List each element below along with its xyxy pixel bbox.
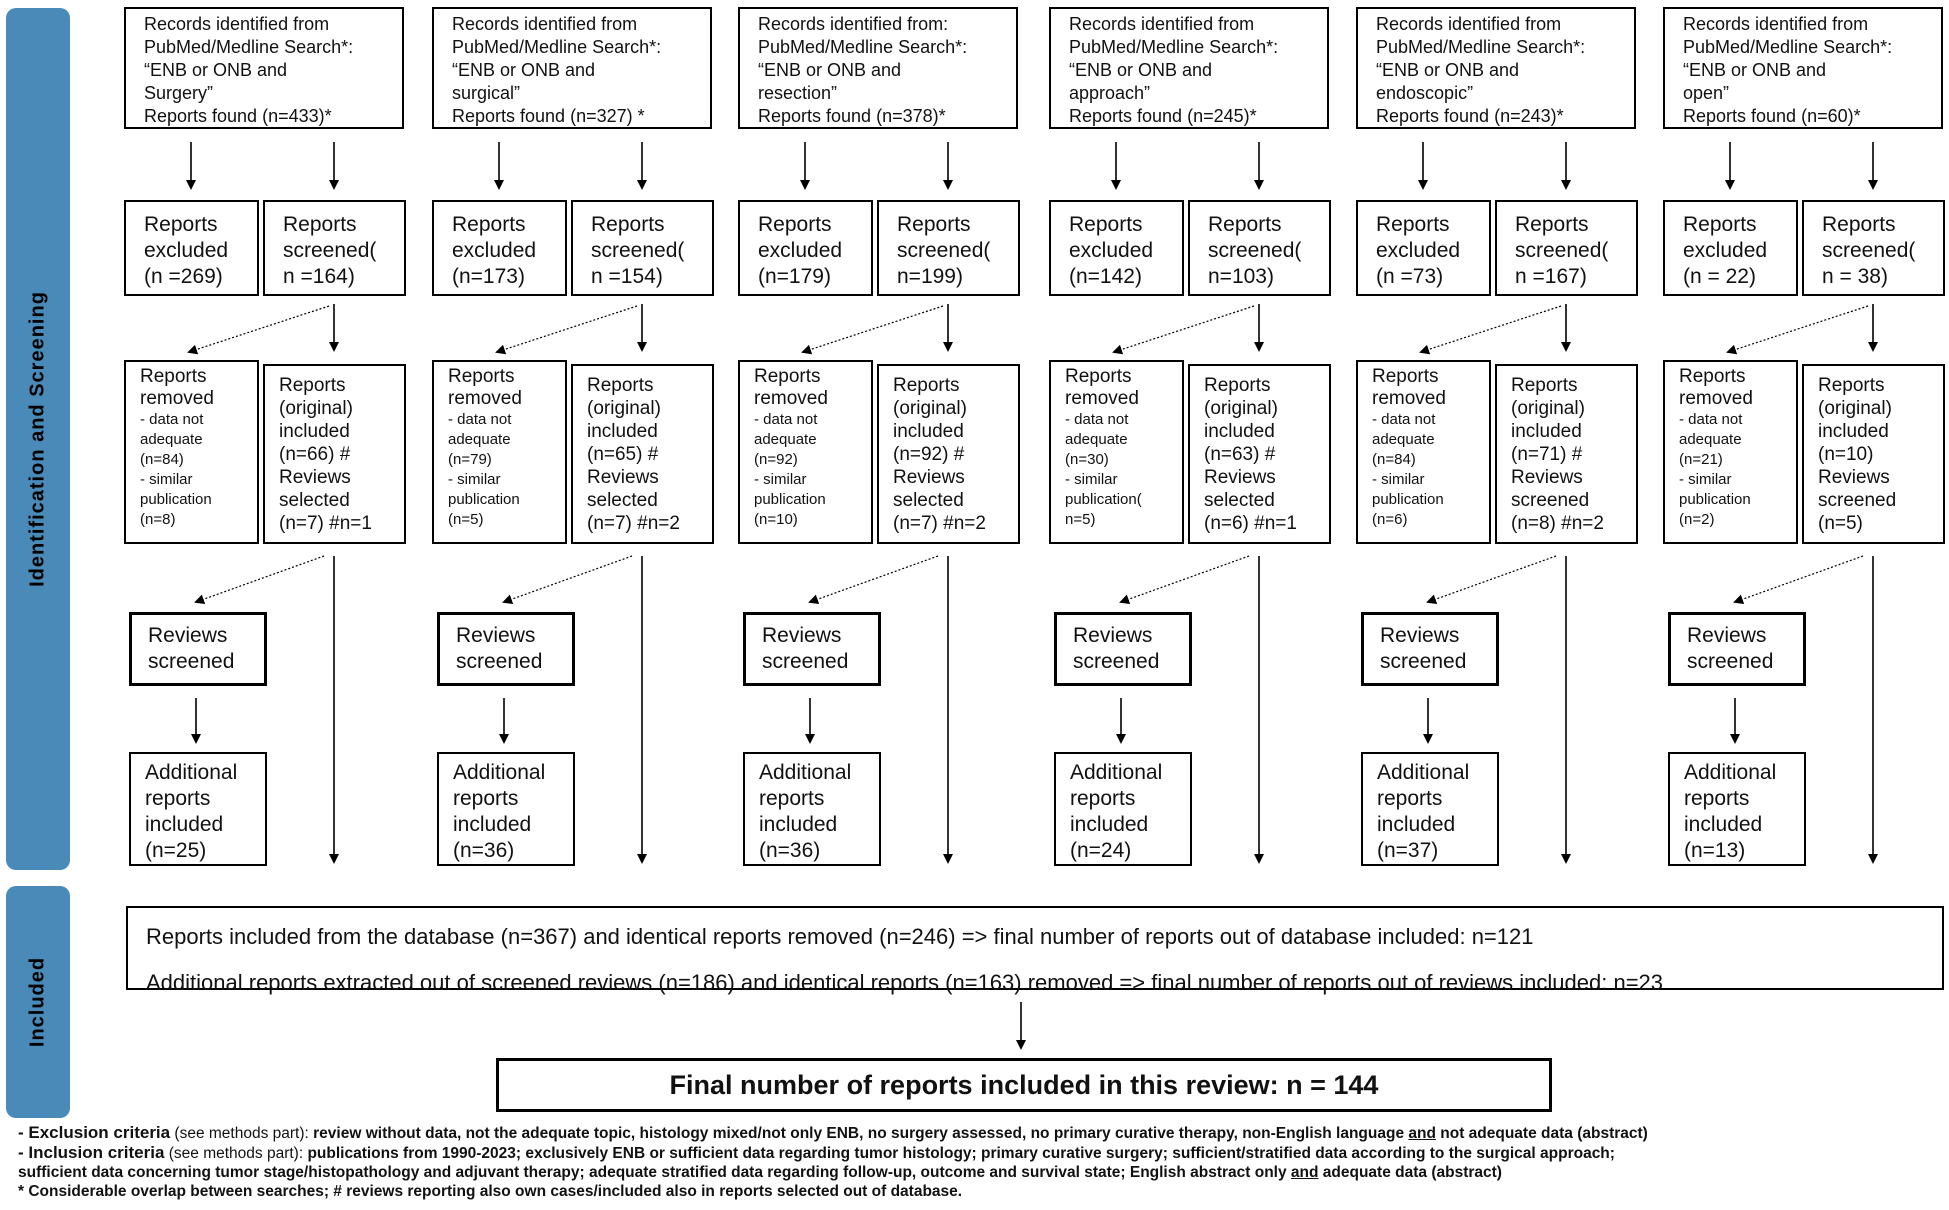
removed-detail-line: n=5) <box>1065 511 1096 528</box>
additional-reports-line: Additional <box>1684 761 1777 784</box>
excluded-line: (n=173) <box>452 265 525 288</box>
source-line: PubMed/Medline Search*: <box>452 37 662 57</box>
removed-title-line: Reports <box>1372 366 1439 387</box>
removed-detail-line: - similar <box>754 471 807 488</box>
arrow-to-reviews-screened <box>1121 556 1249 602</box>
excluded-line: Reports <box>452 213 526 236</box>
source-line: Records identified from: <box>758 14 949 34</box>
screened-line: n=199) <box>897 265 963 288</box>
excluded-line: excluded <box>1069 239 1154 262</box>
source-box <box>1356 7 1636 129</box>
screened-box <box>571 200 714 296</box>
screened-line: screened( <box>591 239 685 262</box>
screened-line: n = 38) <box>1822 265 1888 288</box>
source-line: Records identified from <box>1376 14 1562 34</box>
removed-detail-line: (n=84) <box>140 451 184 468</box>
exclusion-and: and <box>1408 1125 1436 1142</box>
removed-title-line: Reports <box>1065 366 1132 387</box>
removed-detail-line: (n=92) <box>754 451 798 468</box>
reviews-screened-box <box>743 612 881 686</box>
screened-box <box>1495 200 1638 296</box>
screened-line: screened( <box>897 239 991 262</box>
inclusion-criteria <box>18 1143 1938 1163</box>
removed-detail-line: - data not <box>140 411 204 428</box>
overlap-note: * Considerable overlap between searches; # reviews reporting also own cases/included also in reports selected out of database. <box>18 1183 963 1200</box>
included-line: Reports <box>1511 375 1578 396</box>
removed-detail-line: adequate <box>1372 431 1435 448</box>
inclusion-criteria-continued <box>18 1163 1938 1182</box>
removed-detail-line: adequate <box>754 431 817 448</box>
source-line: “ENB or ONB and <box>1069 60 1213 80</box>
included-line: Reports <box>279 375 346 396</box>
included-line: (n=7) #n=2 <box>893 513 986 534</box>
included-line: selected <box>893 490 964 511</box>
additional-reports-line: (n=25) <box>145 839 207 862</box>
excluded-box <box>738 200 873 296</box>
inclusion-end: adequate data (abstract) <box>1318 1164 1502 1181</box>
excluded-box <box>1356 200 1491 296</box>
removed-title-line: Reports <box>448 366 515 387</box>
source-line: “ENB or ONB and <box>144 60 288 80</box>
source-line: Reports found (n=245)* <box>1069 106 1257 126</box>
removed-detail-line: (n=84) <box>1372 451 1416 468</box>
exclusion-text: review without data, not the adequate topic, histology mixed/not only ENB, no surgery assessed, no primary curative therapy, non-English language <box>313 1125 1409 1142</box>
reviews-screened-box <box>1668 612 1806 686</box>
additional-reports-box <box>1361 752 1499 866</box>
excluded-line: (n=179) <box>758 265 831 288</box>
removed-detail-line: publication <box>1679 491 1751 508</box>
included-line: (n=63) # <box>1204 444 1276 465</box>
excluded-box <box>124 200 259 296</box>
source-line: “ENB or ONB and <box>1376 60 1520 80</box>
source-line: surgical” <box>452 83 521 103</box>
inclusion-note: (see methods part): <box>164 1145 308 1162</box>
removed-detail-line: publication <box>754 491 826 508</box>
arrow-to-removed <box>1421 306 1561 352</box>
included-line: screened <box>1818 490 1897 511</box>
removed-box <box>1663 360 1798 544</box>
source-line: PubMed/Medline Search*: <box>144 37 354 57</box>
screened-line: Reports <box>1822 213 1896 236</box>
source-line: Reports found (n=60)* <box>1683 106 1861 126</box>
removed-detail-line: adequate <box>448 431 511 448</box>
source-line: endoscopic” <box>1376 83 1474 103</box>
included-line: Reports <box>587 375 654 396</box>
source-line: open” <box>1683 83 1730 103</box>
removed-detail-line: (n=6) <box>1372 511 1408 528</box>
screened-line: Reports <box>1515 213 1589 236</box>
removed-detail-line: (n=2) <box>1679 511 1715 528</box>
reviews-screened-line: screened <box>1073 650 1160 673</box>
removed-detail-line: publication <box>140 491 212 508</box>
inclusion-text-2: sufficient data concerning tumor stage/histopathology and adjuvant therapy; adequate stratified data regarding follow-up, outcome and survival state; English abstract only <box>18 1164 1291 1181</box>
arrow-to-removed <box>1728 306 1868 352</box>
additional-reports-line: included <box>1377 813 1456 836</box>
source-box <box>1663 7 1943 129</box>
included-line: included <box>1204 421 1275 442</box>
removed-box <box>124 360 259 544</box>
excluded-line: Reports <box>758 213 832 236</box>
removed-title-line: removed <box>448 388 522 409</box>
removed-detail-line: - similar <box>1679 471 1732 488</box>
source-box <box>124 7 404 129</box>
excluded-line: (n =73) <box>1376 265 1444 288</box>
source-line: Surgery” <box>144 83 214 103</box>
screened-box <box>1802 200 1945 296</box>
additional-reports-box <box>437 752 575 866</box>
source-line: PubMed/Medline Search*: <box>1069 37 1279 57</box>
included-line: Reviews <box>1511 467 1583 488</box>
included-line: Reports <box>893 375 960 396</box>
included-summary-box <box>126 906 1944 995</box>
removed-detail-line: publication( <box>1065 491 1142 508</box>
removed-detail-line: adequate <box>1065 431 1128 448</box>
source-line: PubMed/Medline Search*: <box>1376 37 1586 57</box>
source-box <box>1049 7 1329 129</box>
removed-detail-line: (n=21) <box>1679 451 1723 468</box>
inclusion-text: publications from 1990-2023; exclusively ENB or sufficient data regarding tumor histology; primary curative surgery; sufficient/stratified data according to the surgical approach; <box>307 1145 1615 1162</box>
arrow-to-removed <box>803 306 943 352</box>
included-box <box>1188 364 1331 544</box>
included-line: screened <box>1511 490 1590 511</box>
additional-reports-box <box>1054 752 1192 866</box>
reviews-screened-box <box>129 612 267 686</box>
included-line: (original) <box>1511 398 1585 419</box>
excluded-line: excluded <box>452 239 537 262</box>
screened-line: Reports <box>283 213 357 236</box>
removed-detail-line: (n=5) <box>448 511 484 528</box>
included-line: Reviews <box>279 467 351 488</box>
additional-reports-line: reports <box>1377 787 1443 810</box>
included-box <box>263 364 406 544</box>
excluded-line: Reports <box>1376 213 1450 236</box>
exclusion-label: - Exclusion criteria <box>18 1123 171 1142</box>
additional-reports-box <box>743 752 881 866</box>
included-line: (original) <box>587 398 661 419</box>
included-line: Reports <box>1204 375 1271 396</box>
included-section-label: Included <box>26 956 49 1048</box>
removed-detail-line: - data not <box>754 411 818 428</box>
included-line: (n=92) # <box>893 444 965 465</box>
reviews-screened-box <box>1054 612 1192 686</box>
excluded-box <box>1049 200 1184 296</box>
additional-reports-line: Additional <box>759 761 852 784</box>
included-line: (n=66) # <box>279 444 351 465</box>
arrow-to-reviews-screened <box>196 556 324 602</box>
source-line: Records identified from <box>1683 14 1869 34</box>
screened-line: n=103) <box>1208 265 1274 288</box>
inclusion-label: - Inclusion criteria <box>18 1143 165 1162</box>
included-line: included <box>279 421 350 442</box>
additional-reports-line: reports <box>1070 787 1136 810</box>
removed-detail-line: - data not <box>448 411 512 428</box>
additional-reports-line: Additional <box>453 761 546 784</box>
reviews-screened-line: Reviews <box>1073 624 1153 647</box>
screened-line: n =167) <box>1515 265 1587 288</box>
included-line: (n=5) <box>1818 513 1863 534</box>
reviews-screened-line: screened <box>148 650 235 673</box>
source-line: “ENB or ONB and <box>1683 60 1827 80</box>
reviews-screened-line: screened <box>762 650 849 673</box>
excluded-line: Reports <box>1683 213 1757 236</box>
source-line: Records identified from <box>144 14 330 34</box>
reviews-screened-line: Reviews <box>762 624 842 647</box>
removed-detail-line: - data not <box>1679 411 1743 428</box>
exclusion-end: not adequate data (abstract) <box>1435 1125 1648 1142</box>
screened-line: Reports <box>897 213 971 236</box>
removed-title-line: removed <box>754 388 828 409</box>
removed-title-line: removed <box>1065 388 1139 409</box>
reviews-screened-line: Reviews <box>1687 624 1767 647</box>
excluded-line: Reports <box>144 213 218 236</box>
excluded-box <box>432 200 567 296</box>
source-line: Reports found (n=327) * <box>452 106 645 126</box>
included-line: (n=7) #n=2 <box>587 513 680 534</box>
source-line: Reports found (n=378)* <box>758 106 946 126</box>
removed-detail-line: (n=10) <box>754 511 798 528</box>
screened-line: screened( <box>283 239 377 262</box>
removed-detail-line: - similar <box>140 471 193 488</box>
screened-line: screened( <box>1822 239 1916 262</box>
removed-title-line: Reports <box>754 366 821 387</box>
source-line: Reports found (n=433)* <box>144 106 332 126</box>
additional-reports-line: included <box>1070 813 1149 836</box>
additional-reports-line: included <box>453 813 532 836</box>
additional-reports-box <box>129 752 267 866</box>
additional-reports-line: reports <box>1684 787 1750 810</box>
identification-section-label: Identification and Screening <box>26 291 49 587</box>
included-line: selected <box>587 490 658 511</box>
included-box <box>1495 364 1638 544</box>
arrow-to-reviews-screened <box>504 556 632 602</box>
included-line: (original) <box>893 398 967 419</box>
source-line: “ENB or ONB and <box>452 60 596 80</box>
exclusion-criteria <box>18 1123 1938 1143</box>
included-line: (n=7) #n=1 <box>279 513 372 534</box>
removed-box <box>1049 360 1184 544</box>
screened-line: Reports <box>1208 213 1282 236</box>
source-line: resection” <box>758 83 838 103</box>
included-line: Reviews <box>587 467 659 488</box>
source-line: Reports found (n=243)* <box>1376 106 1564 126</box>
source-line: PubMed/Medline Search*: <box>758 37 968 57</box>
reviews-screened-line: Reviews <box>1380 624 1460 647</box>
additional-reports-line: included <box>1684 813 1763 836</box>
source-box <box>432 7 712 129</box>
removed-title-line: Reports <box>1679 366 1746 387</box>
removed-detail-line: - similar <box>448 471 501 488</box>
excluded-line: (n = 22) <box>1683 265 1756 288</box>
removed-title-line: removed <box>1679 388 1753 409</box>
summary-line-reviews: Additional reports extracted out of screened reviews (n=186) and identical reports (n=163) removed => final number of reports out of reviews included: n=23 <box>146 970 1664 995</box>
screened-line: n =164) <box>283 265 355 288</box>
screened-line: screened( <box>1515 239 1609 262</box>
removed-title-line: removed <box>1372 388 1446 409</box>
reviews-screened-box <box>437 612 575 686</box>
additional-reports-line: (n=37) <box>1377 839 1439 862</box>
included-line: included <box>587 421 658 442</box>
included-line: (n=65) # <box>587 444 659 465</box>
reviews-screened-line: screened <box>1687 650 1774 673</box>
excluded-line: excluded <box>144 239 229 262</box>
removed-detail-line: - data not <box>1065 411 1129 428</box>
excluded-line: excluded <box>1376 239 1461 262</box>
additional-reports-line: reports <box>759 787 825 810</box>
removed-detail-line: publication <box>448 491 520 508</box>
screened-line: Reports <box>591 213 665 236</box>
removed-detail-line: (n=30) <box>1065 451 1109 468</box>
screened-box <box>877 200 1020 296</box>
included-line: Reviews <box>1204 467 1276 488</box>
removed-box <box>738 360 873 544</box>
reviews-screened-line: Reviews <box>148 624 228 647</box>
included-line: (n=71) # <box>1511 444 1583 465</box>
arrow-to-reviews-screened <box>1428 556 1556 602</box>
excluded-line: (n=142) <box>1069 265 1142 288</box>
removed-box <box>432 360 567 544</box>
included-line: (n=8) #n=2 <box>1511 513 1604 534</box>
arrow-to-removed <box>497 306 637 352</box>
screened-line: screened( <box>1208 239 1302 262</box>
included-line: (original) <box>1818 398 1892 419</box>
final-total-box: Final number of reports included in this review: n = 144 <box>496 1058 1552 1112</box>
included-line: included <box>1818 421 1889 442</box>
additional-reports-line: included <box>759 813 838 836</box>
excluded-line: excluded <box>1683 239 1768 262</box>
source-line: approach” <box>1069 83 1151 103</box>
included-line: Reviews <box>1818 467 1890 488</box>
arrow-to-reviews-screened <box>810 556 938 602</box>
excluded-line: excluded <box>758 239 843 262</box>
additional-reports-line: (n=24) <box>1070 839 1132 862</box>
included-line: included <box>893 421 964 442</box>
removed-detail-line: (n=79) <box>448 451 492 468</box>
additional-reports-line: Additional <box>1070 761 1163 784</box>
excluded-line: Reports <box>1069 213 1143 236</box>
included-box <box>877 364 1020 544</box>
included-line: selected <box>1204 490 1275 511</box>
removed-detail-line: adequate <box>140 431 203 448</box>
removed-title-line: Reports <box>140 366 207 387</box>
removed-title-line: removed <box>140 388 214 409</box>
included-line: included <box>1511 421 1582 442</box>
removed-detail-line: - similar <box>1372 471 1425 488</box>
included-box <box>1802 364 1945 544</box>
reviews-screened-line: Reviews <box>456 624 536 647</box>
footnotes <box>18 1123 1938 1201</box>
reviews-screened-line: screened <box>1380 650 1467 673</box>
inclusion-and: and <box>1290 1164 1319 1181</box>
arrow-to-removed <box>1114 306 1254 352</box>
included-line: (n=6) #n=1 <box>1204 513 1297 534</box>
excluded-line: (n =269) <box>144 265 223 288</box>
screened-box <box>1188 200 1331 296</box>
source-line: PubMed/Medline Search*: <box>1683 37 1893 57</box>
included-line: Reports <box>1818 375 1885 396</box>
additional-reports-box <box>1668 752 1806 866</box>
included-line: (original) <box>279 398 353 419</box>
included-line: Reviews <box>893 467 965 488</box>
source-line: Records identified from <box>1069 14 1255 34</box>
included-line: selected <box>279 490 350 511</box>
additional-reports-line: included <box>145 813 224 836</box>
included-line: (original) <box>1204 398 1278 419</box>
source-line: Records identified from <box>452 14 638 34</box>
additional-reports-line: Additional <box>1377 761 1470 784</box>
excluded-box <box>1663 200 1798 296</box>
included-box <box>571 364 714 544</box>
summary-line-database: Reports included from the database (n=367) and identical reports removed (n=246) => final number of reports out of database included: n=121 <box>146 924 1534 949</box>
removed-detail-line: adequate <box>1679 431 1742 448</box>
removed-box <box>1356 360 1491 544</box>
additional-reports-line: Additional <box>145 761 238 784</box>
additional-reports-line: (n=36) <box>759 839 821 862</box>
source-box <box>738 7 1018 129</box>
screened-line: n =154) <box>591 265 663 288</box>
additional-reports-line: reports <box>453 787 519 810</box>
removed-detail-line: - data not <box>1372 411 1436 428</box>
reviews-screened-box <box>1361 612 1499 686</box>
exclusion-note: (see methods part): <box>170 1125 314 1142</box>
removed-detail-line: publication <box>1372 491 1444 508</box>
arrow-to-reviews-screened <box>1735 556 1863 602</box>
removed-detail-line: - similar <box>1065 471 1118 488</box>
included-line: (n=10) <box>1818 444 1874 465</box>
additional-reports-line: reports <box>145 787 211 810</box>
additional-reports-line: (n=36) <box>453 839 515 862</box>
removed-detail-line: (n=8) <box>140 511 176 528</box>
reviews-screened-line: screened <box>456 650 543 673</box>
additional-reports-line: (n=13) <box>1684 839 1746 862</box>
arrow-to-removed <box>189 306 329 352</box>
screened-box <box>263 200 406 296</box>
source-line: “ENB or ONB and <box>758 60 902 80</box>
